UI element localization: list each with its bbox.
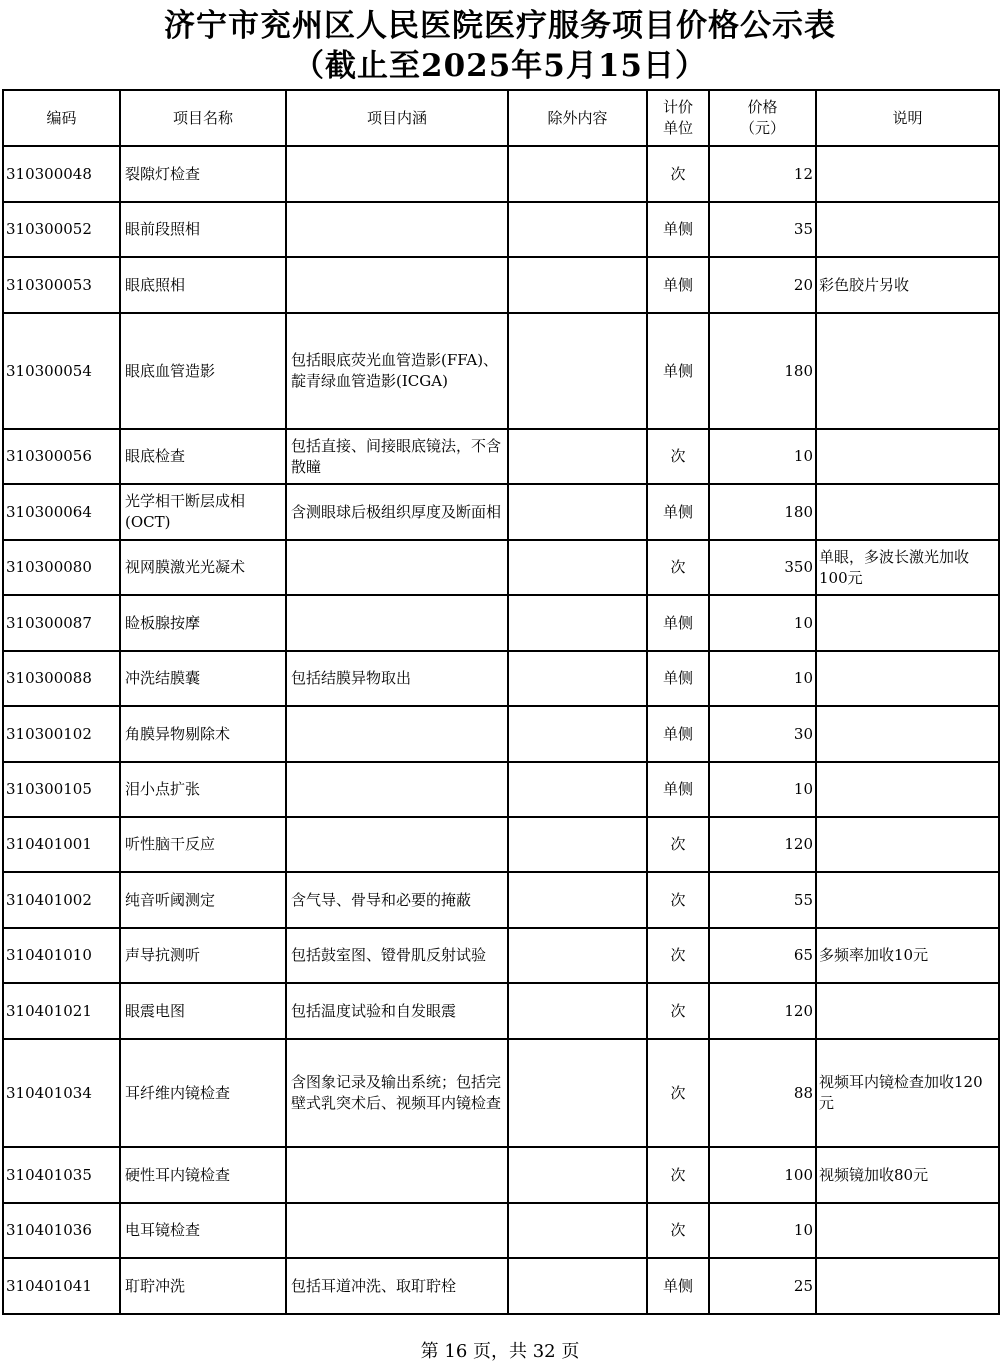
cell-name: 冲洗结膜囊 (120, 651, 286, 706)
cell-code: 310300054 (3, 313, 120, 429)
cell-content (286, 257, 508, 313)
cell-code: 310300088 (3, 651, 120, 706)
cell-note: 视频耳内镜检查加收120元 (816, 1039, 999, 1147)
cell-price: 120 (709, 983, 816, 1039)
table-row (3, 540, 999, 595)
cell-content (286, 540, 508, 595)
cell-exclusion (508, 595, 647, 651)
cell-content (286, 202, 508, 257)
table-row (3, 146, 999, 202)
cell-name: 耳纤维内镜检查 (120, 1039, 286, 1147)
cell-exclusion (508, 983, 647, 1039)
cell-exclusion (508, 706, 647, 762)
cell-unit: 次 (647, 872, 709, 928)
header-content: 项目内涵 (286, 90, 508, 146)
cell-code: 310300052 (3, 202, 120, 257)
header-exclusion: 除外内容 (508, 90, 647, 146)
header-note: 说明 (816, 90, 999, 146)
cell-code: 310401035 (3, 1147, 120, 1203)
cell-exclusion (508, 146, 647, 202)
cell-note (816, 651, 999, 706)
cell-note: 单眼，多波长激光加收100元 (816, 540, 999, 595)
cell-name: 眼底血管造影 (120, 313, 286, 429)
document-title: 济宁市兖州区人民医院医疗服务项目价格公示表 (164, 8, 836, 44)
cell-unit: 次 (647, 928, 709, 983)
cell-price: 120 (709, 817, 816, 872)
cell-name: 眼震电图 (120, 983, 286, 1039)
cell-exclusion (508, 429, 647, 484)
cell-price: 10 (709, 651, 816, 706)
cell-exclusion (508, 202, 647, 257)
cell-unit: 单侧 (647, 484, 709, 540)
document-subtitle-date: （截止至2025年5月15日） (293, 48, 707, 84)
table-row (3, 595, 999, 651)
table-row (3, 983, 999, 1039)
cell-price: 55 (709, 872, 816, 928)
cell-note (816, 817, 999, 872)
cell-note (816, 762, 999, 817)
cell-price: 12 (709, 146, 816, 202)
table-row (3, 202, 999, 257)
cell-exclusion (508, 484, 647, 540)
cell-content (286, 1203, 508, 1258)
table-row (3, 762, 999, 817)
table-row (3, 1203, 999, 1258)
table-row (3, 257, 999, 313)
cell-code: 310401002 (3, 872, 120, 928)
cell-content: 包括鼓室图、镫骨肌反射试验 (286, 928, 508, 983)
cell-price: 180 (709, 313, 816, 429)
header-code: 编码 (3, 90, 120, 146)
cell-content: 含测眼球后极组织厚度及断面相 (286, 484, 508, 540)
cell-code: 310300102 (3, 706, 120, 762)
cell-note: 视频镜加收80元 (816, 1147, 999, 1203)
cell-unit: 单侧 (647, 651, 709, 706)
cell-name: 光学相干断层成相(OCT) (120, 484, 286, 540)
cell-unit: 单侧 (647, 706, 709, 762)
cell-content (286, 146, 508, 202)
cell-unit: 次 (647, 1203, 709, 1258)
table-row (3, 817, 999, 872)
page-number: 第 16 页，共 32 页 (420, 1341, 580, 1362)
table-row (3, 1147, 999, 1203)
cell-content: 包括温度试验和自发眼震 (286, 983, 508, 1039)
cell-content: 包括耳道冲洗、取耵聍栓 (286, 1258, 508, 1314)
header-price: 价格 （元） (709, 90, 816, 146)
table-row (3, 1039, 999, 1147)
cell-code: 310300087 (3, 595, 120, 651)
cell-price: 30 (709, 706, 816, 762)
cell-note (816, 1203, 999, 1258)
cell-note (816, 595, 999, 651)
cell-unit: 次 (647, 540, 709, 595)
table-row (3, 651, 999, 706)
cell-exclusion (508, 762, 647, 817)
cell-code: 310401036 (3, 1203, 120, 1258)
cell-content: 包括直接、间接眼底镜法，不含散瞳 (286, 429, 508, 484)
cell-note (816, 983, 999, 1039)
cell-name: 听性脑干反应 (120, 817, 286, 872)
cell-note (816, 872, 999, 928)
cell-code: 310401010 (3, 928, 120, 983)
cell-note (816, 146, 999, 202)
cell-content (286, 762, 508, 817)
cell-price: 10 (709, 595, 816, 651)
cell-price: 20 (709, 257, 816, 313)
cell-exclusion (508, 1203, 647, 1258)
cell-content: 含气导、骨导和必要的掩蔽 (286, 872, 508, 928)
cell-code: 310300048 (3, 146, 120, 202)
cell-content: 含图象记录及输出系统；包括完壁式乳突术后、视频耳内镜检查 (286, 1039, 508, 1147)
cell-name: 眼前段照相 (120, 202, 286, 257)
table-row (3, 484, 999, 540)
cell-name: 睑板腺按摩 (120, 595, 286, 651)
cell-unit: 单侧 (647, 257, 709, 313)
table-row (3, 1258, 999, 1314)
cell-code: 310300053 (3, 257, 120, 313)
cell-exclusion (508, 540, 647, 595)
cell-exclusion (508, 1258, 647, 1314)
cell-unit: 单侧 (647, 202, 709, 257)
cell-name: 硬性耳内镜检查 (120, 1147, 286, 1203)
cell-price: 10 (709, 762, 816, 817)
cell-unit: 次 (647, 1147, 709, 1203)
cell-name: 眼底照相 (120, 257, 286, 313)
cell-code: 310401021 (3, 983, 120, 1039)
cell-name: 视网膜激光光凝术 (120, 540, 286, 595)
table-row (3, 429, 999, 484)
cell-code: 310401001 (3, 817, 120, 872)
cell-content: 包括结膜异物取出 (286, 651, 508, 706)
cell-price: 100 (709, 1147, 816, 1203)
table-row (3, 928, 999, 983)
header-name: 项目名称 (120, 90, 286, 146)
cell-content: 包括眼底荧光血管造影(FFA)、靛青绿血管造影(ICGA) (286, 313, 508, 429)
cell-price: 65 (709, 928, 816, 983)
cell-unit: 次 (647, 983, 709, 1039)
cell-note (816, 706, 999, 762)
cell-name: 电耳镜检查 (120, 1203, 286, 1258)
cell-exclusion (508, 872, 647, 928)
cell-name: 声导抗测听 (120, 928, 286, 983)
price-table (2, 89, 1000, 1315)
cell-code: 310300105 (3, 762, 120, 817)
cell-exclusion (508, 257, 647, 313)
cell-code: 310300064 (3, 484, 120, 540)
table-header-row (3, 90, 999, 146)
cell-note (816, 313, 999, 429)
cell-exclusion (508, 651, 647, 706)
cell-code: 310401034 (3, 1039, 120, 1147)
cell-price: 10 (709, 1203, 816, 1258)
cell-content (286, 1147, 508, 1203)
cell-price: 88 (709, 1039, 816, 1147)
cell-unit: 次 (647, 817, 709, 872)
cell-note: 彩色胶片另收 (816, 257, 999, 313)
cell-price: 10 (709, 429, 816, 484)
cell-exclusion (508, 1039, 647, 1147)
cell-content (286, 817, 508, 872)
cell-name: 裂隙灯检查 (120, 146, 286, 202)
cell-code: 310300080 (3, 540, 120, 595)
cell-price: 350 (709, 540, 816, 595)
cell-exclusion (508, 313, 647, 429)
cell-unit: 次 (647, 146, 709, 202)
cell-content (286, 706, 508, 762)
cell-exclusion (508, 817, 647, 872)
table-row (3, 872, 999, 928)
cell-unit: 次 (647, 1039, 709, 1147)
cell-price: 180 (709, 484, 816, 540)
cell-exclusion (508, 1147, 647, 1203)
table-row (3, 706, 999, 762)
cell-exclusion (508, 928, 647, 983)
cell-name: 角膜异物剔除术 (120, 706, 286, 762)
cell-unit: 单侧 (647, 595, 709, 651)
cell-price: 25 (709, 1258, 816, 1314)
cell-code: 310401041 (3, 1258, 120, 1314)
table-row (3, 313, 999, 429)
cell-unit: 单侧 (647, 1258, 709, 1314)
cell-name: 纯音听阈测定 (120, 872, 286, 928)
cell-note: 多频率加收10元 (816, 928, 999, 983)
cell-note (816, 202, 999, 257)
cell-unit: 单侧 (647, 762, 709, 817)
cell-unit: 单侧 (647, 313, 709, 429)
cell-name: 泪小点扩张 (120, 762, 286, 817)
cell-note (816, 1258, 999, 1314)
cell-code: 310300056 (3, 429, 120, 484)
header-unit: 计价 单位 (647, 90, 709, 146)
cell-content (286, 595, 508, 651)
cell-name: 耵聍冲洗 (120, 1258, 286, 1314)
table-body (3, 146, 999, 1314)
cell-price: 35 (709, 202, 816, 257)
cell-unit: 次 (647, 429, 709, 484)
cell-note (816, 429, 999, 484)
cell-name: 眼底检查 (120, 429, 286, 484)
cell-note (816, 484, 999, 540)
